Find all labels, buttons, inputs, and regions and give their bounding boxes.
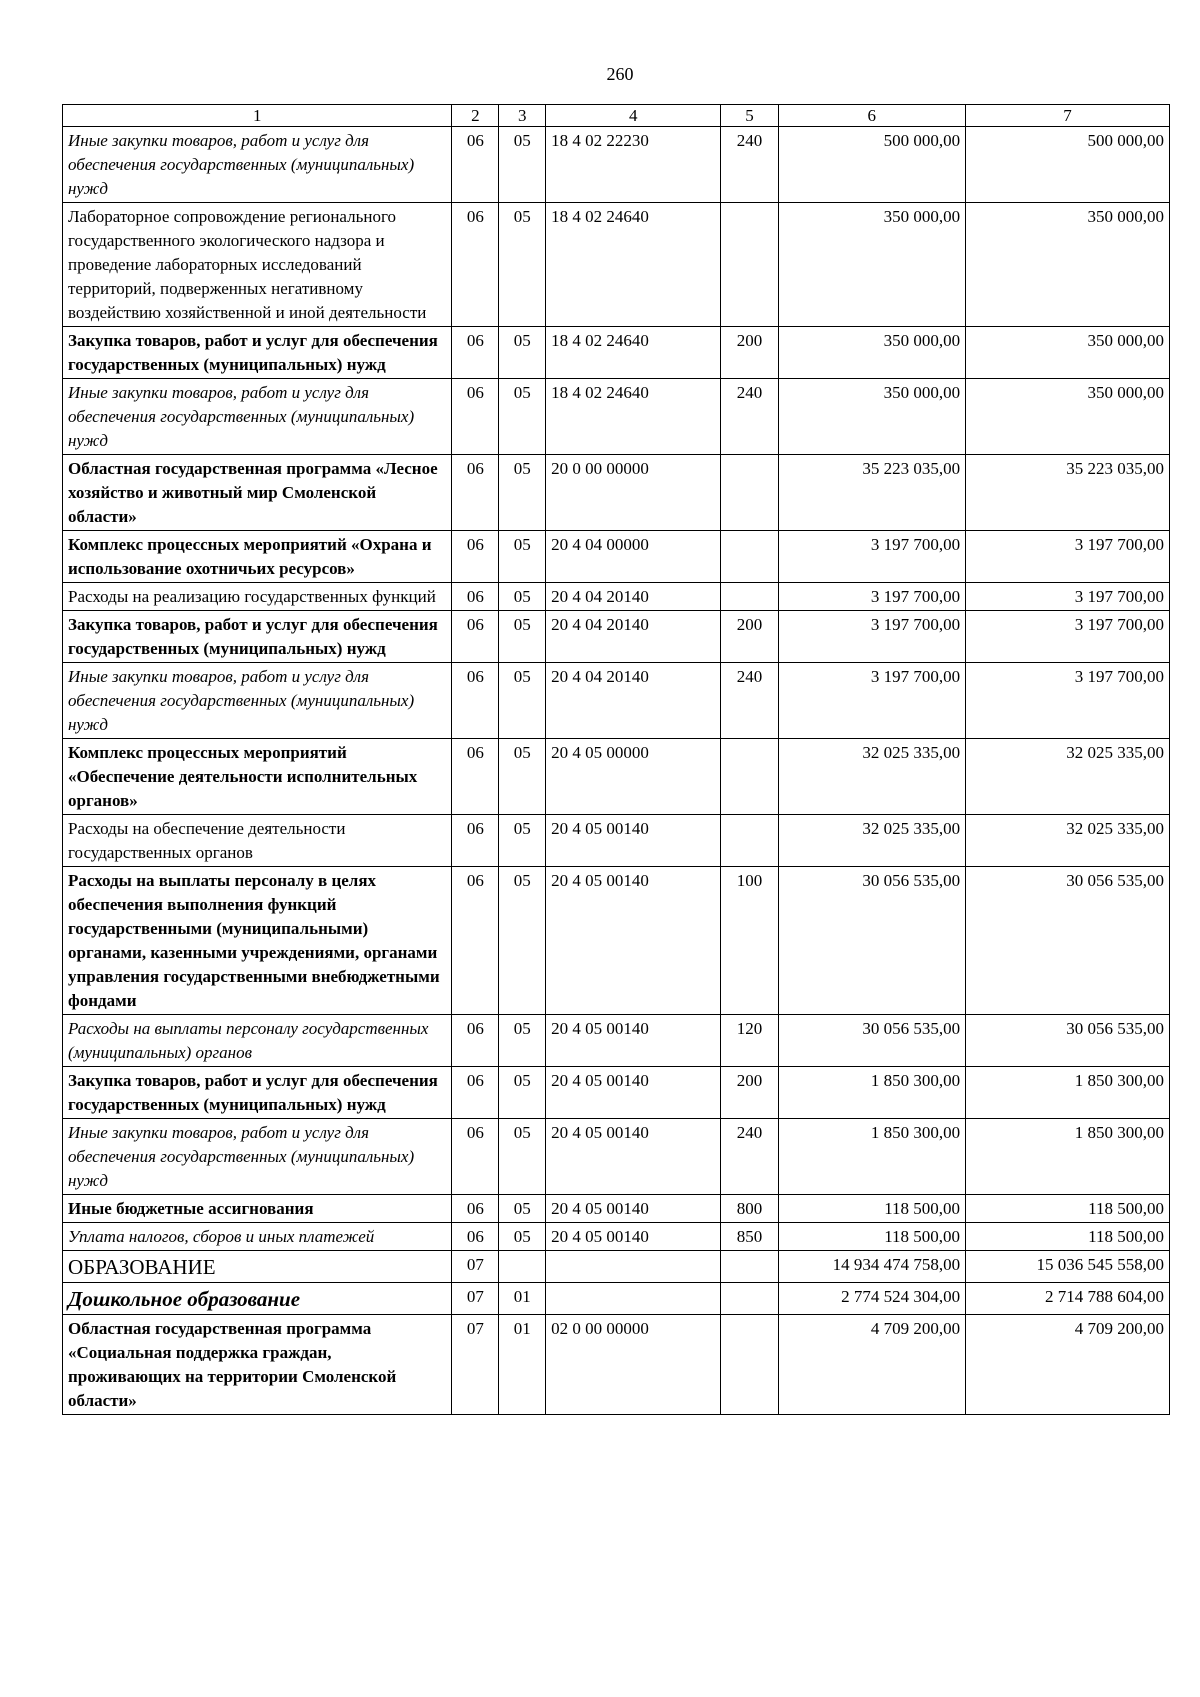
- row-subsection-code: 05: [499, 663, 546, 739]
- row-subsection-code: 05: [499, 583, 546, 611]
- row-amount-year-1: 2 774 524 304,00: [778, 1283, 966, 1315]
- row-name: Уплата налогов, сборов и иных платежей: [63, 1223, 452, 1251]
- row-amount-year-1: 3 197 700,00: [778, 611, 966, 663]
- table-row: [63, 1195, 1170, 1223]
- row-name: Иные закупки товаров, работ и услуг для обеспечения государственных (муниципальных) нужд: [63, 1119, 452, 1195]
- row-section-code: 06: [452, 531, 499, 583]
- row-expense-type: 100: [721, 867, 778, 1015]
- row-amount-year-1: 14 934 474 758,00: [778, 1251, 966, 1283]
- row-section-code: 06: [452, 1195, 499, 1223]
- row-name: Расходы на обеспечение деятельности государственных органов: [63, 815, 452, 867]
- row-amount-year-2: 500 000,00: [966, 127, 1170, 203]
- row-amount-year-2: 1 850 300,00: [966, 1067, 1170, 1119]
- row-amount-year-2: 350 000,00: [966, 203, 1170, 327]
- row-subsection-code: 05: [499, 203, 546, 327]
- table-row: [63, 127, 1170, 203]
- table-row: [63, 867, 1170, 1015]
- row-section-code: 06: [452, 127, 499, 203]
- row-expense-type: 240: [721, 379, 778, 455]
- row-expense-type: [721, 1315, 778, 1415]
- row-amount-year-1: 30 056 535,00: [778, 1015, 966, 1067]
- row-amount-year-2: 118 500,00: [966, 1223, 1170, 1251]
- row-target-article: 02 0 00 00000: [546, 1315, 721, 1415]
- row-subsection-code: 05: [499, 611, 546, 663]
- row-amount-year-2: 32 025 335,00: [966, 815, 1170, 867]
- row-name: Областная государственная программа «Социальная поддержка граждан, проживающих на территории Смоленской области»: [63, 1315, 452, 1415]
- row-expense-type: 850: [721, 1223, 778, 1251]
- row-target-article: 20 4 05 00140: [546, 1223, 721, 1251]
- table-row: [63, 1251, 1170, 1283]
- row-expense-type: 200: [721, 611, 778, 663]
- row-amount-year-2: 30 056 535,00: [966, 867, 1170, 1015]
- row-target-article: 20 4 05 00000: [546, 739, 721, 815]
- row-amount-year-1: 118 500,00: [778, 1223, 966, 1251]
- row-name: Расходы на реализацию государственных функций: [63, 583, 452, 611]
- row-amount-year-2: 35 223 035,00: [966, 455, 1170, 531]
- table-row: [63, 1283, 1170, 1315]
- row-amount-year-1: 1 850 300,00: [778, 1067, 966, 1119]
- row-name: Расходы на выплаты персоналу государственных (муниципальных) органов: [63, 1015, 452, 1067]
- row-expense-type: 200: [721, 327, 778, 379]
- row-target-article: 18 4 02 24640: [546, 203, 721, 327]
- row-target-article: 20 4 04 00000: [546, 531, 721, 583]
- row-subsection-code: 05: [499, 815, 546, 867]
- row-expense-type: [721, 531, 778, 583]
- row-amount-year-2: 3 197 700,00: [966, 583, 1170, 611]
- header-col-3: 3: [499, 105, 546, 127]
- row-subsection-code: 05: [499, 739, 546, 815]
- row-target-article: 20 4 05 00140: [546, 867, 721, 1015]
- row-section-code: 06: [452, 815, 499, 867]
- header-col-5: 5: [721, 105, 778, 127]
- row-amount-year-2: 1 850 300,00: [966, 1119, 1170, 1195]
- row-subsection-code: 01: [499, 1315, 546, 1415]
- row-target-article: 20 4 04 20140: [546, 611, 721, 663]
- row-section-code: 07: [452, 1283, 499, 1315]
- page-number: 260: [606, 64, 634, 84]
- row-section-code: 06: [452, 1223, 499, 1251]
- row-section-code: 06: [452, 583, 499, 611]
- table-row: [63, 1119, 1170, 1195]
- row-name: Иные закупки товаров, работ и услуг для обеспечения государственных (муниципальных) нужд: [63, 379, 452, 455]
- row-expense-type: 240: [721, 1119, 778, 1195]
- header-col-7: 7: [966, 105, 1170, 127]
- budget-table: [62, 104, 1170, 1415]
- row-target-article: 18 4 02 24640: [546, 327, 721, 379]
- row-amount-year-1: 3 197 700,00: [778, 583, 966, 611]
- row-subsection-code: 05: [499, 531, 546, 583]
- row-subsection-code: 05: [499, 455, 546, 531]
- row-amount-year-2: 15 036 545 558,00: [966, 1251, 1170, 1283]
- row-target-article: 20 4 05 00140: [546, 1067, 721, 1119]
- row-section-code: 06: [452, 203, 499, 327]
- table-row: [63, 455, 1170, 531]
- row-section-code: 06: [452, 1015, 499, 1067]
- row-amount-year-1: 350 000,00: [778, 203, 966, 327]
- row-amount-year-1: 32 025 335,00: [778, 739, 966, 815]
- table-row: [63, 739, 1170, 815]
- row-subsection-code: 05: [499, 867, 546, 1015]
- row-name: Закупка товаров, работ и услуг для обеспечения государственных (муниципальных) нужд: [63, 1067, 452, 1119]
- row-subsection-code: 05: [499, 327, 546, 379]
- row-amount-year-1: 350 000,00: [778, 327, 966, 379]
- row-amount-year-2: 4 709 200,00: [966, 1315, 1170, 1415]
- row-name: Иные бюджетные ассигнования: [63, 1195, 452, 1223]
- header-col-6: 6: [778, 105, 966, 127]
- row-amount-year-2: 3 197 700,00: [966, 611, 1170, 663]
- row-target-article: 18 4 02 22230: [546, 127, 721, 203]
- row-name: Комплекс процессных мероприятий «Обеспечение деятельности исполнительных органов»: [63, 739, 452, 815]
- row-target-article: [546, 1283, 721, 1315]
- row-amount-year-1: 32 025 335,00: [778, 815, 966, 867]
- row-expense-type: 240: [721, 663, 778, 739]
- row-name: Областная государственная программа «Лесное хозяйство и животный мир Смоленской области»: [63, 455, 452, 531]
- header-row: [63, 105, 1170, 127]
- row-amount-year-2: 30 056 535,00: [966, 1015, 1170, 1067]
- row-subsection-code: 05: [499, 1223, 546, 1251]
- row-expense-type: [721, 739, 778, 815]
- row-section-code: 06: [452, 455, 499, 531]
- row-name: Иные закупки товаров, работ и услуг для обеспечения государственных (муниципальных) нужд: [63, 663, 452, 739]
- row-amount-year-1: 3 197 700,00: [778, 663, 966, 739]
- table-row: [63, 663, 1170, 739]
- row-section-code: 06: [452, 379, 499, 455]
- row-amount-year-1: 30 056 535,00: [778, 867, 966, 1015]
- row-name: Дошкольное образование: [63, 1283, 452, 1315]
- table-row: [63, 379, 1170, 455]
- row-section-code: 07: [452, 1251, 499, 1283]
- row-amount-year-1: 35 223 035,00: [778, 455, 966, 531]
- row-section-code: 06: [452, 327, 499, 379]
- row-expense-type: 200: [721, 1067, 778, 1119]
- row-target-article: [546, 1251, 721, 1283]
- row-expense-type: [721, 455, 778, 531]
- header-col-2: 2: [452, 105, 499, 127]
- row-subsection-code: 05: [499, 379, 546, 455]
- row-expense-type: [721, 203, 778, 327]
- row-expense-type: 800: [721, 1195, 778, 1223]
- row-target-article: 20 4 05 00140: [546, 815, 721, 867]
- row-amount-year-1: 118 500,00: [778, 1195, 966, 1223]
- row-amount-year-2: 118 500,00: [966, 1195, 1170, 1223]
- table-row: [63, 611, 1170, 663]
- row-name: Расходы на выплаты персоналу в целях обеспечения выполнения функций государственными (муниципальными) органами, казенными учреждениями, органами управления государственными внебюджетными фондами: [63, 867, 452, 1015]
- table-row: [63, 1067, 1170, 1119]
- row-subsection-code: 05: [499, 1067, 546, 1119]
- table-row: [63, 203, 1170, 327]
- row-expense-type: [721, 1283, 778, 1315]
- row-amount-year-1: 350 000,00: [778, 379, 966, 455]
- row-target-article: 20 4 05 00140: [546, 1195, 721, 1223]
- row-target-article: 18 4 02 24640: [546, 379, 721, 455]
- row-amount-year-2: 3 197 700,00: [966, 663, 1170, 739]
- row-subsection-code: 05: [499, 1119, 546, 1195]
- row-amount-year-1: 500 000,00: [778, 127, 966, 203]
- row-name: Комплекс процессных мероприятий «Охрана и использование охотничьих ресурсов»: [63, 531, 452, 583]
- row-section-code: 06: [452, 739, 499, 815]
- row-subsection-code: 05: [499, 127, 546, 203]
- row-subsection-code: 05: [499, 1195, 546, 1223]
- row-section-code: 06: [452, 1119, 499, 1195]
- row-expense-type: [721, 815, 778, 867]
- row-amount-year-2: 3 197 700,00: [966, 531, 1170, 583]
- table-row: [63, 583, 1170, 611]
- row-name: ОБРАЗОВАНИЕ: [63, 1251, 452, 1283]
- row-name: Закупка товаров, работ и услуг для обеспечения государственных (муниципальных) нужд: [63, 327, 452, 379]
- table-row: [63, 1223, 1170, 1251]
- row-amount-year-2: 32 025 335,00: [966, 739, 1170, 815]
- row-target-article: 20 4 04 20140: [546, 663, 721, 739]
- row-subsection-code: 05: [499, 1015, 546, 1067]
- row-amount-year-2: 2 714 788 604,00: [966, 1283, 1170, 1315]
- row-expense-type: [721, 583, 778, 611]
- row-name: Закупка товаров, работ и услуг для обеспечения государственных (муниципальных) нужд: [63, 611, 452, 663]
- header-col-1: 1: [63, 105, 452, 127]
- table-row: [63, 531, 1170, 583]
- row-target-article: 20 4 05 00140: [546, 1015, 721, 1067]
- row-amount-year-1: 3 197 700,00: [778, 531, 966, 583]
- table-row: [63, 327, 1170, 379]
- row-name: Лабораторное сопровождение регионального государственного экологического надзора и проведение лабораторных исследований территорий, подверженных негативному воздействию хозяйственной и иной деятельности: [63, 203, 452, 327]
- row-section-code: 06: [452, 611, 499, 663]
- table-row: [63, 1015, 1170, 1067]
- row-target-article: 20 4 05 00140: [546, 1119, 721, 1195]
- row-section-code: 07: [452, 1315, 499, 1415]
- row-amount-year-1: 1 850 300,00: [778, 1119, 966, 1195]
- row-section-code: 06: [452, 663, 499, 739]
- row-amount-year-2: 350 000,00: [966, 327, 1170, 379]
- row-subsection-code: [499, 1251, 546, 1283]
- table-row: [63, 1315, 1170, 1415]
- header-col-4: 4: [546, 105, 721, 127]
- row-expense-type: [721, 1251, 778, 1283]
- row-section-code: 06: [452, 1067, 499, 1119]
- row-expense-type: 120: [721, 1015, 778, 1067]
- row-amount-year-2: 350 000,00: [966, 379, 1170, 455]
- row-section-code: 06: [452, 867, 499, 1015]
- row-subsection-code: 01: [499, 1283, 546, 1315]
- row-target-article: 20 0 00 00000: [546, 455, 721, 531]
- row-amount-year-1: 4 709 200,00: [778, 1315, 966, 1415]
- row-target-article: 20 4 04 20140: [546, 583, 721, 611]
- row-expense-type: 240: [721, 127, 778, 203]
- table-row: [63, 815, 1170, 867]
- row-name: Иные закупки товаров, работ и услуг для обеспечения государственных (муниципальных) нужд: [63, 127, 452, 203]
